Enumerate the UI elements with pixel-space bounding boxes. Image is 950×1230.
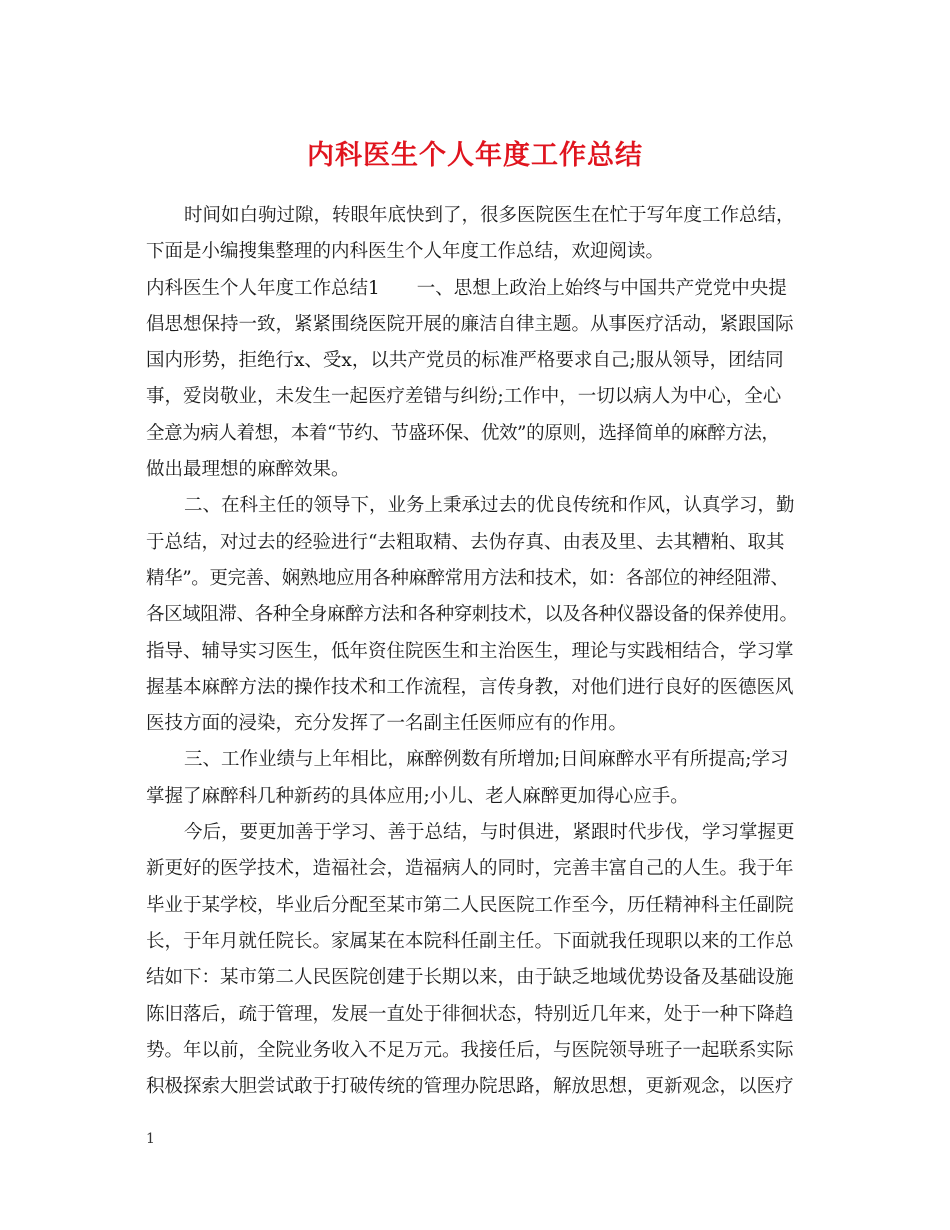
paragraph-line: 掌握了麻醉科几种新药的具体应用;小儿、老人麻醉更加得心应手。 xyxy=(146,785,689,807)
paragraph-line: 长，于年月就任院长。家属某在本院科任副主任。下面就我任现职以来的工作总 xyxy=(146,930,794,952)
paragraph-line: 事，爱岗敬业，未发生一起医疗差错与纠纷;工作中，一切以病人为中心，全心 xyxy=(146,386,782,408)
paragraph-line: 各区域阻滞、各种全身麻醉方法和各种穿刺技术，以及各种仪器设备的保养使用。 xyxy=(146,604,798,626)
paragraph-line: 倡思想保持一致，紧紧围绕医院开展的廉洁自律主题。从事医疗活动，紧跟国际 xyxy=(146,313,794,335)
paragraph-line: 下面是小编搜集整理的内科医生个人年度工作总结，欢迎阅读。 xyxy=(146,241,665,263)
paragraph-line: 指导、辅导实习医生，低年资住院医生和主治医生，理论与实践相结合，学习掌 xyxy=(146,640,794,662)
paragraph-line: 三、工作业绩与上年相比，麻醉例数有所增加;日间麻醉水平有所提高;学习 xyxy=(184,749,789,771)
document-title: 内科医生个人年度工作总结 xyxy=(307,140,643,171)
paragraph-line: 陈旧落后，疏于管理，发展一直处于徘徊状态，特别近几年来，处于一种下降趋 xyxy=(146,1003,794,1025)
paragraph-line: 于总结，对过去的经验进行“去粗取精、去伪存真、由表及里、去其糟粕、取其 xyxy=(146,531,785,553)
paragraph-line: 势。年以前，全院业务收入不足万元。我接任后，与医院领导班子一起联系实际 xyxy=(146,1039,794,1061)
paragraph-line: 积极探索大胆尝试敢于打破传统的管理办院思路，解放思想，更新观念，以医疗 xyxy=(146,1076,794,1098)
paragraph-line: 医技方面的浸染，充分发挥了一名副主任医师应有的作用。 xyxy=(146,713,628,735)
paragraph-line: 内科医生个人年度工作总结1 一、思想上政治上始终与中国共产党党中央提 xyxy=(146,277,787,299)
paragraph-line: 毕业于某学校，毕业后分配至某市第二人民医院工作至今，历任精神科主任副院 xyxy=(146,894,794,916)
paragraph-line: 精华”。更完善、娴熟地应用各种麻醉常用方法和技术，如：各部位的神经阻滞、 xyxy=(146,567,789,589)
paragraph-line: 新更好的医学技术，造福社会，造福病人的同时，完善丰富自己的人生。我于年 xyxy=(146,858,794,880)
paragraph-line: 时间如白驹过隙，转眼年底快到了，很多医院医生在忙于写年度工作总结， xyxy=(184,205,795,226)
document-body xyxy=(146,198,811,1105)
paragraph-line: 国内形势，拒绝行x、受x，以共产党员的标准严格要求自己;服从领导，团结同 xyxy=(146,350,784,372)
paragraph-line: 握基本麻醉方法的操作技术和工作流程，言传身教，对他们进行良好的医德医风 xyxy=(146,676,794,698)
page-number: 1 xyxy=(146,1131,155,1147)
paragraph-line: 全意为病人着想，本着“节约、节盛环保、优效”的原则，选择简单的麻醉方法， xyxy=(146,422,780,444)
paragraph-line: 做出最理想的麻醉效果。 xyxy=(146,459,350,481)
paragraph-line: 结如下：某市第二人民医院创建于长期以来，由于缺乏地域优势设备及基础设施 xyxy=(146,967,794,989)
paragraph-line: 二、在科主任的领导下，业务上秉承过去的优良传统和作风，认真学习，勤 xyxy=(184,495,795,517)
paragraph-line: 今后，要更加善于学习、善于总结，与时俱进，紧跟时代步伐，学习掌握更 xyxy=(184,822,795,844)
